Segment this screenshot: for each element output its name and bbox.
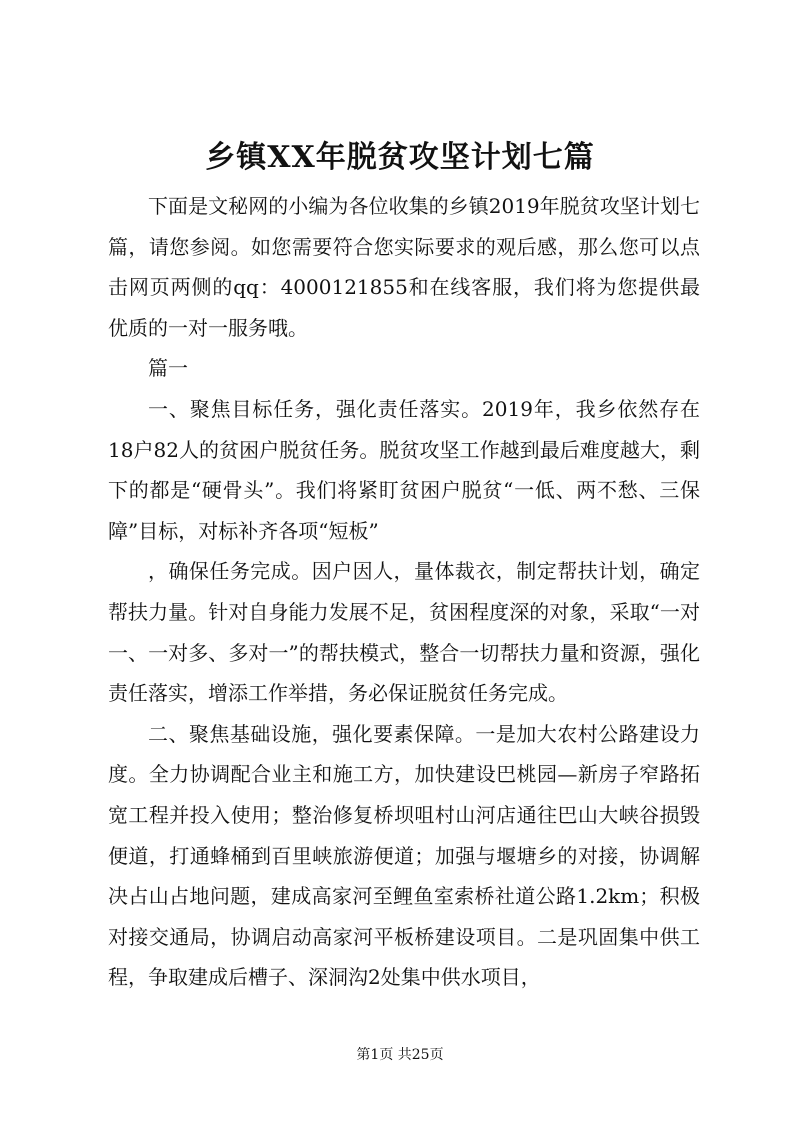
paragraph-ensure-completion: ，确保任务完成。因户因人，量体裁衣，制定帮扶计划，确定帮扶力量。针对自身能力发展不足，贫困程度深的对象，采取“一对一、一对多、多对一”的帮扶模式，整合一切帮扶力量和资源，强化责任落实，增添工作举措，务必保证脱贫任务完成。 xyxy=(108,559,700,706)
paragraph-goal-tasks: 一、聚焦目标任务，强化责任落实。2019年，我乡依然存在18户82人的贫困户脱贫任务。脱贫攻坚工作越到最后难度越大，剩下的都是“硬骨头”。我们将紧盯贫困户脱贫“一低、两不愁、三保障”目标，对标补齐各项“短板” xyxy=(108,396,700,543)
paragraph-section-heading: 篇一 xyxy=(148,356,188,381)
document-body xyxy=(108,186,700,998)
paragraph-infrastructure: 二、聚焦基础设施，强化要素保障。一是加大农村公路建设力度。全力协调配合业主和施工方，加快建设巴桃园—新房子窄路拓宽工程并投入使用；整治修复桥坝咀村山河店通往巴山大峡谷损毁便道，打通蜂桶到百里峡旅游便道；加强与堰塘乡的对接，协调解决占山占地问题，建成高家河至鲤鱼室索桥社道公路1.2km；积极对接交通局，协调启动高家河平板桥建设项目。二是巩固集中供工程，争取建成后槽子、深洞沟2处集中供水项目， xyxy=(108,721,700,990)
paragraph-intro: 下面是文秘网的小编为各位收集的乡镇2019年脱贫攻坚计划七篇，请您参阅。如您需要符合您实际要求的观后感，那么您可以点击网页两侧的qq：4000121855和在线客服，我们将为您提供最优质的一对一服务哦。 xyxy=(108,194,700,340)
page-footer: 第1页 共25页 xyxy=(356,1047,444,1063)
document-title: 乡镇XX年脱贫攻坚计划七篇 xyxy=(205,140,595,175)
